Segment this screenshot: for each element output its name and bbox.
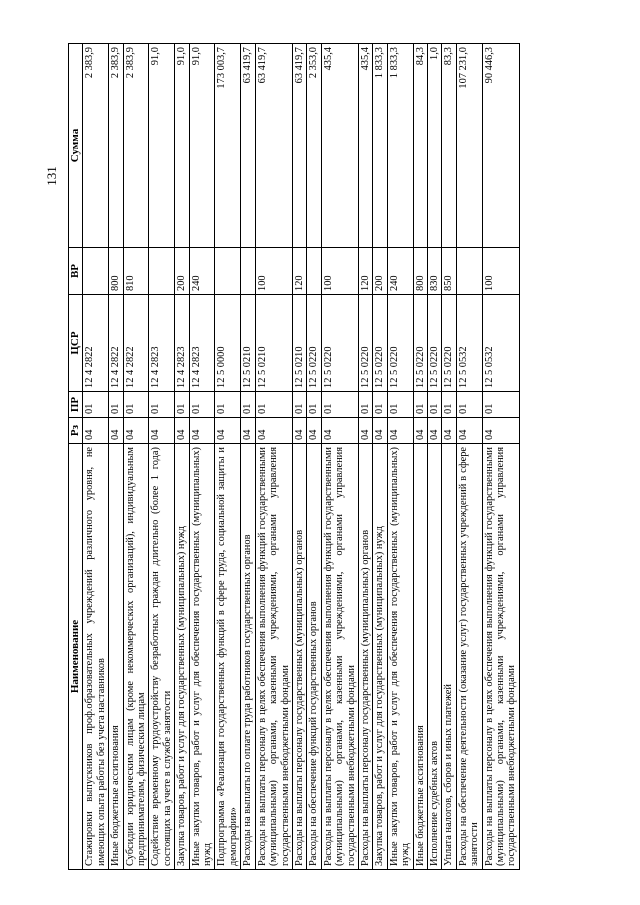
cell-pr: 01 [307, 392, 321, 418]
cell-sum: 63 419,7 [292, 44, 306, 248]
cell-rz: 04 [307, 418, 321, 444]
cell-sum: 91,0 [149, 44, 175, 248]
cell-name: Субсидии юридическим лицам (кроме некоммерческих организаций), индивидуальным предпринимателям, физическим лицам [123, 444, 149, 870]
table-row [83, 44, 109, 870]
cell-sum: 173 003,7 [215, 44, 241, 248]
cell-vr: 800 [413, 248, 427, 295]
cell-name: Содействие временному трудоустройству безработных граждан длительно (более 1 года) состоящих на учете в службе занятости [149, 444, 175, 870]
cell-vr [83, 248, 109, 295]
table-row [215, 44, 241, 870]
cell-name: Уплата налогов, сборов и иных платежей [442, 444, 456, 870]
cell-pr: 01 [358, 392, 372, 418]
table-row [413, 44, 427, 870]
cell-rz: 04 [241, 418, 255, 444]
cell-csr: 12 4 2822 [109, 295, 123, 392]
cell-rz: 04 [83, 418, 109, 444]
cell-pr: 01 [215, 392, 241, 418]
cell-csr: 12 5 0220 [387, 295, 413, 392]
cell-vr: 240 [189, 248, 215, 295]
table-row [292, 44, 306, 870]
cell-sum: 1,0 [427, 44, 441, 248]
table-row [456, 44, 482, 870]
cell-sum: 2 383,9 [123, 44, 149, 248]
cell-sum: 107 231,0 [456, 44, 482, 248]
cell-sum: 2 353,0 [307, 44, 321, 248]
cell-csr: 12 4 2823 [149, 295, 175, 392]
table-row [482, 44, 519, 870]
table-row [149, 44, 175, 870]
cell-vr: 100 [321, 248, 358, 295]
cell-csr: 12 5 0210 [255, 295, 292, 392]
cell-name: Расходы на обеспечение деятельности (оказание услуг) государственных учреждений в сфере занятости [456, 444, 482, 870]
cell-csr: 12 5 0532 [456, 295, 482, 392]
cell-pr: 01 [292, 392, 306, 418]
cell-name: Закупка товаров, работ и услуг для государственных (муниципальных) нужд [373, 444, 387, 870]
cell-rz: 04 [255, 418, 292, 444]
cell-vr: 830 [427, 248, 441, 295]
budget-table [68, 43, 520, 870]
table-row [427, 44, 441, 870]
cell-sum: 83,3 [442, 44, 456, 248]
table-row [307, 44, 321, 870]
cell-rz: 04 [482, 418, 519, 444]
page-number: 131 [44, 166, 59, 186]
cell-sum: 1 833,3 [387, 44, 413, 248]
cell-vr [215, 248, 241, 295]
cell-rz: 04 [189, 418, 215, 444]
cell-pr: 01 [175, 392, 189, 418]
table-row [175, 44, 189, 870]
cell-sum: 63 419,7 [241, 44, 255, 248]
cell-sum: 91,0 [189, 44, 215, 248]
table-row [255, 44, 292, 870]
cell-pr: 01 [241, 392, 255, 418]
cell-name: Стажировки выпускников проф.образовательных учреждений различного уровня, не имеющих опыта работы без учета наставников [83, 444, 109, 870]
cell-pr: 01 [387, 392, 413, 418]
table-row [241, 44, 255, 870]
table-row [321, 44, 358, 870]
cell-rz: 04 [175, 418, 189, 444]
cell-vr [456, 248, 482, 295]
cell-vr: 850 [442, 248, 456, 295]
cell-csr: 12 4 2822 [83, 295, 109, 392]
cell-rz: 04 [413, 418, 427, 444]
cell-sum: 90 446,3 [482, 44, 519, 248]
cell-pr: 01 [109, 392, 123, 418]
cell-pr: 01 [482, 392, 519, 418]
cell-rz: 04 [456, 418, 482, 444]
cell-csr: 12 5 0220 [413, 295, 427, 392]
cell-sum: 435,4 [321, 44, 358, 248]
cell-name: Иные бюджетные ассигнования [413, 444, 427, 870]
cell-vr: 100 [482, 248, 519, 295]
cell-pr: 01 [442, 392, 456, 418]
cell-rz: 04 [123, 418, 149, 444]
table-body [83, 44, 519, 870]
cell-pr: 01 [373, 392, 387, 418]
header-name: Наименование [69, 444, 83, 870]
table-header-row [69, 44, 83, 870]
table-row [123, 44, 149, 870]
cell-name: Расходы на выплаты персоналу в целях обеспечения выполнения функций государственными (муниципальными) органами, казенными учреждениями, органами управления государственными внебюджетными фондами [321, 444, 358, 870]
cell-sum: 84,3 [413, 44, 427, 248]
cell-vr [149, 248, 175, 295]
cell-sum: 1 833,3 [373, 44, 387, 248]
header-pr: ПР [69, 392, 83, 418]
cell-vr: 810 [123, 248, 149, 295]
cell-pr: 01 [123, 392, 149, 418]
cell-name: Расходы на выплаты персоналу государственных (муниципальных) органов [292, 444, 306, 870]
cell-vr: 200 [175, 248, 189, 295]
cell-pr: 01 [255, 392, 292, 418]
cell-name: Закупка товаров, работ и услуг для государственных (муниципальных) нужд [175, 444, 189, 870]
header-sum: Сумма [69, 44, 83, 248]
table-row [442, 44, 456, 870]
cell-pr: 01 [189, 392, 215, 418]
cell-sum: 91,0 [175, 44, 189, 248]
cell-name: Расходы на выплаты персоналу в целях обеспечения выполнения функций государственными (муниципальными) органами, казенными учреждениями, органами управления государственными внебюджетными фондами [482, 444, 519, 870]
cell-rz: 04 [215, 418, 241, 444]
header-csr: ЦСР [69, 295, 83, 392]
cell-sum: 2 383,9 [83, 44, 109, 248]
cell-name: Исполнение судебных актов [427, 444, 441, 870]
cell-sum: 2 383,9 [109, 44, 123, 248]
header-rz: Рз [69, 418, 83, 444]
table-row [373, 44, 387, 870]
cell-rz: 04 [442, 418, 456, 444]
cell-sum: 435,4 [358, 44, 372, 248]
cell-rz: 04 [373, 418, 387, 444]
cell-rz: 04 [321, 418, 358, 444]
cell-rz: 04 [387, 418, 413, 444]
cell-name: Расходы на выплаты персоналу в целях обеспечения выполнения функций государственными (муниципальными) органами, казенными учреждениями, органами управления государственными внебюджетными фондами [255, 444, 292, 870]
cell-rz: 04 [109, 418, 123, 444]
cell-csr: 12 5 0532 [482, 295, 519, 392]
cell-rz: 04 [149, 418, 175, 444]
cell-name: Иные закупки товаров, работ и услуг для обеспечения государственных (муниципальных) нужд [189, 444, 215, 870]
cell-name: Иные бюджетные ассигнования [109, 444, 123, 870]
cell-csr: 12 5 0220 [373, 295, 387, 392]
rotated-table-wrapper [68, 44, 580, 870]
cell-rz: 04 [427, 418, 441, 444]
cell-name: Подпрограмма «Реализация государственных функций в сфере труда, социальной защиты и демографии» [215, 444, 241, 870]
cell-vr [307, 248, 321, 295]
table-row [358, 44, 372, 870]
cell-vr: 200 [373, 248, 387, 295]
cell-csr: 12 4 2822 [123, 295, 149, 392]
cell-sum: 63 419,7 [255, 44, 292, 248]
table-row [189, 44, 215, 870]
cell-vr: 100 [255, 248, 292, 295]
cell-pr: 01 [149, 392, 175, 418]
cell-pr: 01 [427, 392, 441, 418]
cell-vr: 120 [358, 248, 372, 295]
cell-csr: 12 5 0220 [427, 295, 441, 392]
cell-csr: 12 4 2823 [189, 295, 215, 392]
cell-pr: 01 [83, 392, 109, 418]
cell-csr: 12 5 0220 [307, 295, 321, 392]
header-vr: ВР [69, 248, 83, 295]
cell-csr: 12 5 0220 [442, 295, 456, 392]
cell-csr: 12 5 0000 [215, 295, 241, 392]
table-row [387, 44, 413, 870]
cell-pr: 01 [456, 392, 482, 418]
cell-name: Расходы на обеспечение функций государственных органов [307, 444, 321, 870]
cell-name: Расходы на выплаты по оплате труда работников государственных органов [241, 444, 255, 870]
table-row [109, 44, 123, 870]
cell-csr: 12 4 2823 [175, 295, 189, 392]
cell-name: Расходы на выплаты персоналу государственных (муниципальных) органов [358, 444, 372, 870]
cell-csr: 12 5 0210 [241, 295, 255, 392]
cell-pr: 01 [413, 392, 427, 418]
cell-rz: 04 [292, 418, 306, 444]
cell-vr: 800 [109, 248, 123, 295]
cell-vr: 120 [292, 248, 306, 295]
cell-csr: 12 5 0210 [292, 295, 306, 392]
cell-vr [241, 248, 255, 295]
cell-pr: 01 [321, 392, 358, 418]
cell-name: Иные закупки товаров, работ и услуг для обеспечения государственных (муниципальных) нужд [387, 444, 413, 870]
cell-vr: 240 [387, 248, 413, 295]
cell-csr: 12 5 0220 [358, 295, 372, 392]
cell-csr: 12 5 0220 [321, 295, 358, 392]
cell-rz: 04 [358, 418, 372, 444]
